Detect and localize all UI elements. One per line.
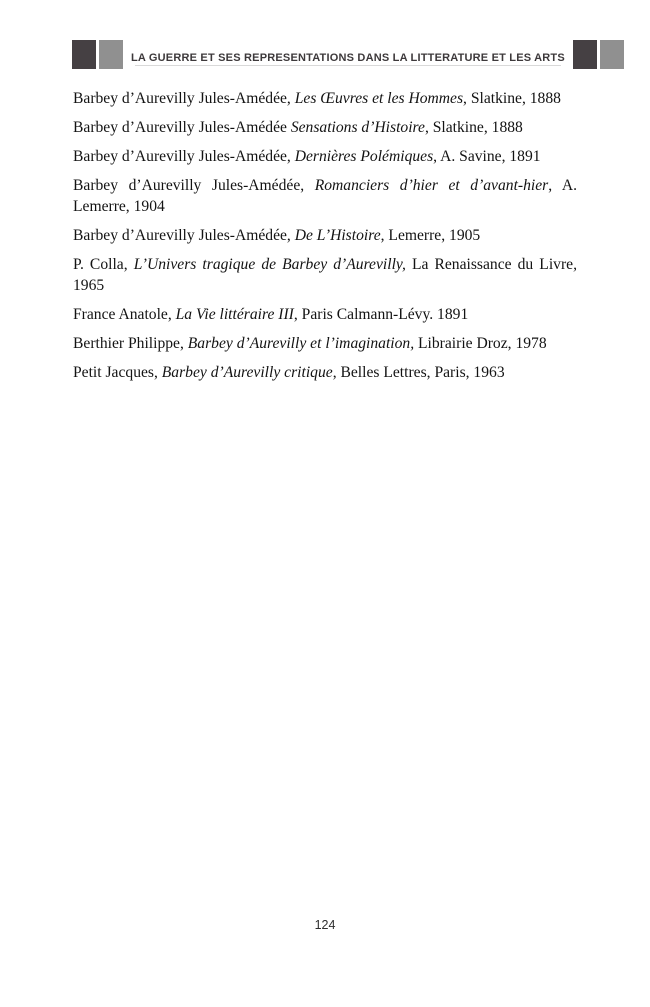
header-rule [135,65,561,66]
entry-text-segment: , Paris Calmann-Lévy. 1891 [293,306,469,323]
entry-text-segment: France Anatole, [73,306,176,323]
entry-text-segment: 1965 [73,277,105,294]
entry-text-segment: Petit Jacques, [73,364,162,381]
entry-title-segment: Barbey d’Aurevilly et l’imagination, [187,335,415,352]
entry-title-segment: De L’Histoire [294,227,381,244]
entry-text-segment: Barbey d’Aurevilly Jules-Amédée, [73,227,295,244]
bibliography-list [73,88,577,391]
entry-text-segment: P. Colla, [73,256,134,273]
entry-text-segment: Barbey d’Aurevilly Jules-Amédée, [73,177,315,194]
header-ornament-left [72,40,123,69]
entry-title-segment: Sensations d’Histoire [290,119,425,136]
bibliography-entry [73,117,577,138]
running-head-center [131,40,565,69]
ornament-light-square [600,40,624,69]
entry-title-segment: , [573,256,577,273]
bibliography-entry [73,333,577,354]
entry-text-segment: , Lemerre, 1905 [380,227,481,244]
page-header [72,40,578,69]
bibliography-entry [73,225,577,246]
ornament-light-square [99,40,123,69]
entry-text-segment: Barbey d’Aurevilly Jules-Amédée, [73,90,295,107]
ornament-dark-square [573,40,597,69]
entry-text-segment: Barbey d’Aurevilly Jules-Amédée [73,119,291,136]
entry-text-segment: , Belles Lettres, Paris, 1963 [332,364,505,381]
page-footer [0,916,650,934]
entry-text-segment: , Slatkine, 1888 [424,119,523,136]
entry-title-segment: Dernières Polémiques [294,148,434,165]
bibliography-entry [73,88,577,109]
bibliography-entry [73,304,577,325]
entry-text-segment: , A. Savine, 1891 [433,148,541,165]
entry-title-segment: Barbey d’Aurevilly critique [161,364,333,381]
bibliography-entry [73,254,577,296]
page-number: 124 [314,918,336,932]
bibliography-entry [73,362,577,383]
entry-title-segment: Les Œuvres et les Hommes [294,90,464,107]
bibliography-entry [73,175,577,217]
entry-text-segment: Berthier Philippe, [73,335,188,352]
header-ornament-right [573,40,624,69]
entry-title-segment: L’Univers tragique de Barbey d’Aurevilly, [133,256,406,273]
bibliography-entry [73,146,577,167]
ornament-dark-square [72,40,96,69]
entry-title-segment: La Vie littéraire III [175,306,294,323]
entry-text-segment: , A. Lemerre, 1904 [73,177,577,215]
entry-text-segment: Barbey d’Aurevilly Jules-Amédée, [73,148,295,165]
entry-text-segment: , Slatkine, 1888 [463,90,561,107]
running-head-title: LA GUERRE ET SES REPRESENTATIONS DANS LA LITTERATURE ET LES ARTS [131,51,565,64]
entry-text-segment: La Renaissance du Livre [405,256,574,273]
entry-title-segment: Romanciers d’hier et d’avant-hier [314,177,549,194]
entry-text-segment: Librairie Droz, 1978 [414,335,547,352]
